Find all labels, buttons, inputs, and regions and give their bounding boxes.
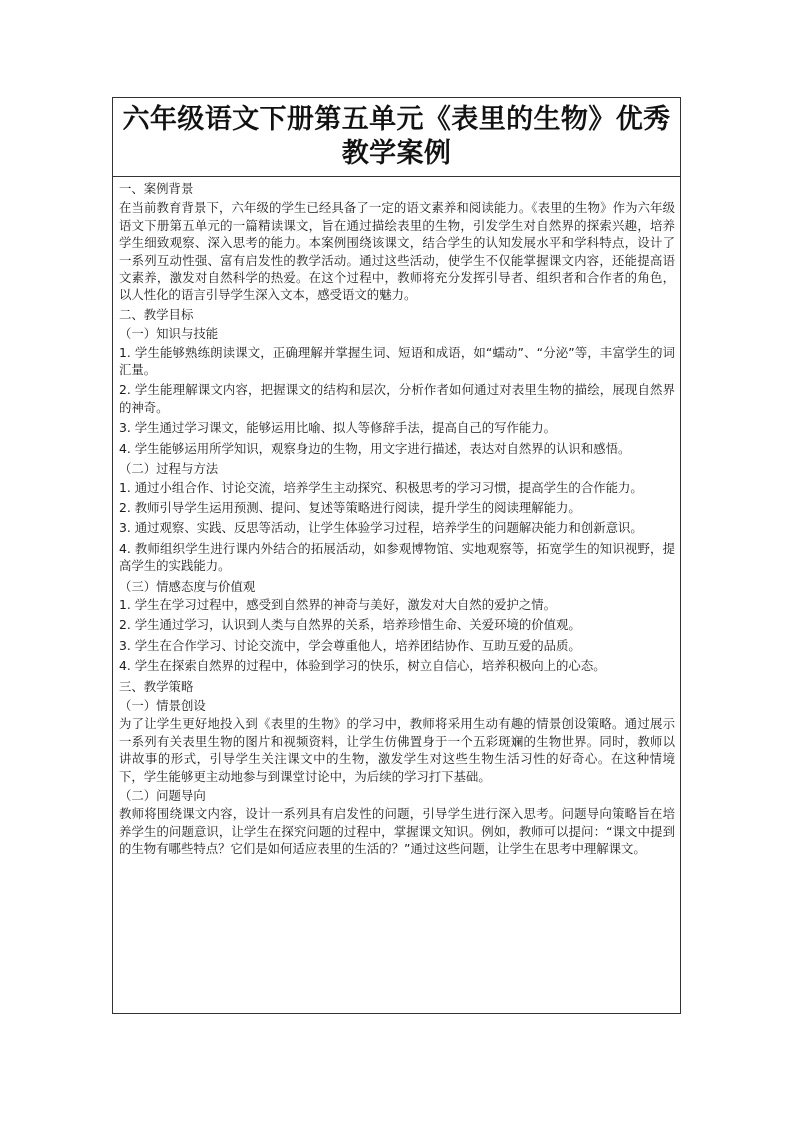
- title-cell: [113, 98, 680, 177]
- strategy-paragraph: 为了让学生更好地投入到《表里的生物》的学习中，教师将采用生动有趣的情景创设策略。通过展示一系列有关表里生物的图片和视频资料，让学生仿佛置身于一个五彩斑斓的生物世界。同时，教师以讲故事的形式，引导学生关注课文中的生物，激发学生对这些生物生活习性的好奇心。在这种情境下，学生能够更主动地参与到课堂讨论中，为后续的学习打下基础。: [119, 716, 675, 784]
- objective-item: 3. 学生通过学习课文，能够运用比喻、拟人等修辞手法，提高自己的写作能力。: [119, 420, 557, 436]
- objective-item: 1. 学生在学习过程中，感受到自然界的神奇与美好，激发对大自然的爱护之情。: [119, 596, 557, 612]
- objective-item: 4. 学生能够运用所学知识，观察身边的生物，用文字进行描述，表达对自然界的认识和感悟。: [119, 440, 631, 456]
- section-heading-background: 一、案例背景: [119, 181, 194, 196]
- subheading-process-methods: （二）过程与方法: [119, 461, 219, 477]
- strategy-paragraph: 教师将围绕课文内容，设计一系列具有启发性的问题，引导学生进行深入思考。问题导向策略旨在培养学生的问题意识，让学生在探究问题的过程中，掌握课文知识。例如，教师可以提问：“课文中提到的生物有哪些特点？它们是如何适应表里的生活的？”通过这些问题，让学生在思考中理解课文。: [119, 806, 675, 857]
- subheading-emotions-values: （三）情感态度与价值观: [119, 578, 256, 594]
- section-heading-objectives: 二、教学目标: [119, 306, 194, 322]
- objective-item: 2. 学生通过学习，认识到人类与自然界的关系，培养珍惜生命、关爱环境的价值观。: [119, 617, 581, 633]
- objective-item: 1. 学生能够熟练朗读课文，正确理解并掌握生词、短语和成语，如“蠕动”、“分泌”等，丰富学生的词汇量。: [119, 344, 675, 378]
- background-paragraph: 在当前教育背景下，六年级的学生已经具备了一定的语文素养和阅读能力。《表里的生物》作为六年级语文下册第五单元的一篇精读课文，旨在通过描绘表里的生物，引发学生对自然界的探索兴趣，培养学生细致观察、深入思考的能力。本案例围绕该课文，结合学生的认知发展水平和学科特点，设计了一系列互动性强、富有启发性的教学活动。通过这些活动，使学生不仅能掌握课文内容，还能提高语文素养，激发对自然科学的热爱。在这个过程中，教师将充分发挥引导者、组织者和合作者的角色，以人性化的语言引导学生深入文本，感受语文的魅力。: [119, 200, 675, 303]
- subheading-scenario-creation: （一）情景创设: [119, 697, 206, 713]
- objective-item: 4. 教师组织学生进行课内外结合的拓展活动，如参观博物馆、实地观察等，拓宽学生的知识视野，提高学生的实践能力。: [119, 540, 675, 574]
- subheading-problem-oriented: （二）问题导向: [119, 788, 206, 803]
- objective-item: 1. 通过小组合作、讨论交流，培养学生主动探究、积极思考的学习习惯，提高学生的合作能力。: [119, 479, 643, 495]
- document-title: 六年级语文下册第五单元《表里的生物》优秀教学案例: [122, 104, 671, 169]
- objective-item: 3. 学生在合作学习、讨论交流中，学会尊重他人，培养团结协作、互助互爱的品质。: [119, 637, 581, 653]
- subheading-knowledge-skills: （一）知识与技能: [119, 326, 219, 342]
- objective-item: 3. 通过观察、实践、反思等活动，让学生体验学习过程，培养学生的问题解决能力和创新意识。: [119, 520, 643, 536]
- objective-item: 4. 学生在探索自然界的过程中，体验到学习的快乐，树立自信心，培养积极向上的心态。: [119, 658, 606, 674]
- objective-item: 2. 学生能理解课文内容，把握课文的结构和层次，分析作者如何通过对表里生物的描绘，展现自然界的神奇。: [119, 382, 675, 415]
- objective-item: 2. 教师引导学生运用预测、提问、复述等策略进行阅读，提升学生的阅读理解能力。: [119, 499, 581, 515]
- content-cell: [113, 177, 680, 858]
- document-table: [112, 97, 681, 1014]
- section-heading-strategies: 三、教学策略: [119, 678, 194, 694]
